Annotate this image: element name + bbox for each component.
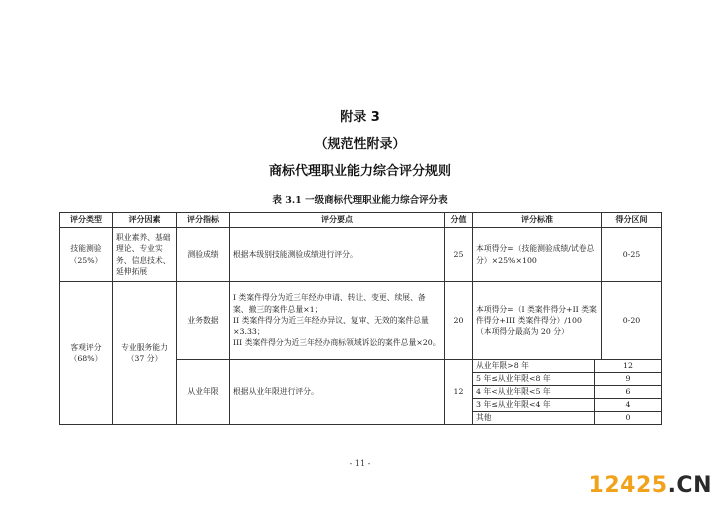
years-condition: 3 年≤从业年限<4 年 — [473, 399, 595, 412]
years-row — [473, 373, 661, 386]
appendix-type: （规范性附录） — [314, 137, 406, 152]
row1-score: 25 — [445, 228, 473, 282]
years-condition: 从业年限>8 年 — [473, 360, 595, 373]
years-value: 0 — [595, 412, 662, 425]
years-condition: 其他 — [476, 413, 492, 422]
row2-indicator: 业务数据 — [177, 282, 230, 360]
watermark-domain: .CN — [667, 473, 712, 498]
row3-point: 根据从业年限进行评分。 — [230, 360, 445, 425]
years-row — [473, 412, 661, 425]
header-cell: 评分要点 — [230, 213, 445, 228]
table-row — [60, 228, 662, 282]
table-caption: 表 3.1 一级商标代理职业能力综合评分表 — [272, 195, 448, 206]
row2-range: 0-20 — [602, 282, 662, 360]
scoring-table — [59, 212, 662, 425]
header-cell: 评分标准 — [473, 213, 602, 228]
row2-standard: 本项得分=（I 类案件得分+II 类案件得分+III 类案件得分）/100 （本项得分最高为 20 分） — [473, 282, 602, 360]
site-watermark — [589, 473, 712, 498]
years-row — [473, 399, 661, 412]
header-cell: 评分指标 — [177, 213, 230, 228]
row3-indicator: 从业年限 — [177, 360, 230, 425]
header-cell: 评分因素 — [113, 213, 177, 228]
row2-point: I 类案件得分为近三年经办申请、转让、变更、续展、备案、撤三的案件总量×1； II 类案件得分为近三年经办异议、复审、无效的案件总量×3.33； III 类案件得分为近三年经办商标领域诉讼的案件总量×20。 — [230, 282, 445, 360]
header-cell: 得分区间 — [602, 213, 662, 228]
row2-factor: 专业服务能力 （37 分） — [113, 282, 177, 425]
row2-type: 客观评分 （68%） — [60, 282, 113, 425]
page-number: - 11 - — [349, 459, 371, 468]
document-title: 商标代理职业能力综合评分规则 — [268, 164, 451, 179]
row1-indicator: 测验成绩 — [177, 228, 230, 282]
watermark-number: 12425 — [588, 473, 668, 498]
years-condition: 5 年≤从业年限<8 年 — [473, 373, 595, 386]
table-row — [60, 282, 662, 360]
row1-standard: 本项得分=（技能测验成绩/试卷总分）×25%×100 — [473, 228, 602, 282]
years-value: 12 — [595, 360, 662, 373]
row1-factor: 职业素养、基础理论、专业实务、信息技术、延伸拓展 — [113, 228, 177, 282]
years-row — [473, 386, 661, 399]
row2-score: 20 — [445, 282, 473, 360]
row1-point: 根据本级别技能测验成绩进行评分。 — [230, 228, 445, 282]
header-cell: 评分类型 — [60, 213, 113, 228]
years-value: 9 — [595, 373, 662, 386]
row1-range: 0-25 — [602, 228, 662, 282]
row3-score: 12 — [445, 360, 473, 425]
years-subtable-cell — [473, 360, 662, 425]
row1-type: 技能测验 （25%） — [60, 228, 113, 282]
years-value: 4 — [595, 399, 662, 412]
appendix-label: 附录 3 — [340, 110, 380, 125]
years-condition: 4 年<从业年限<5 年 — [473, 386, 595, 399]
years-subtable — [473, 360, 661, 424]
years-value: 6 — [595, 386, 662, 399]
header-cell: 分值 — [445, 213, 473, 228]
years-row — [473, 360, 661, 373]
table-header-row — [60, 213, 662, 228]
